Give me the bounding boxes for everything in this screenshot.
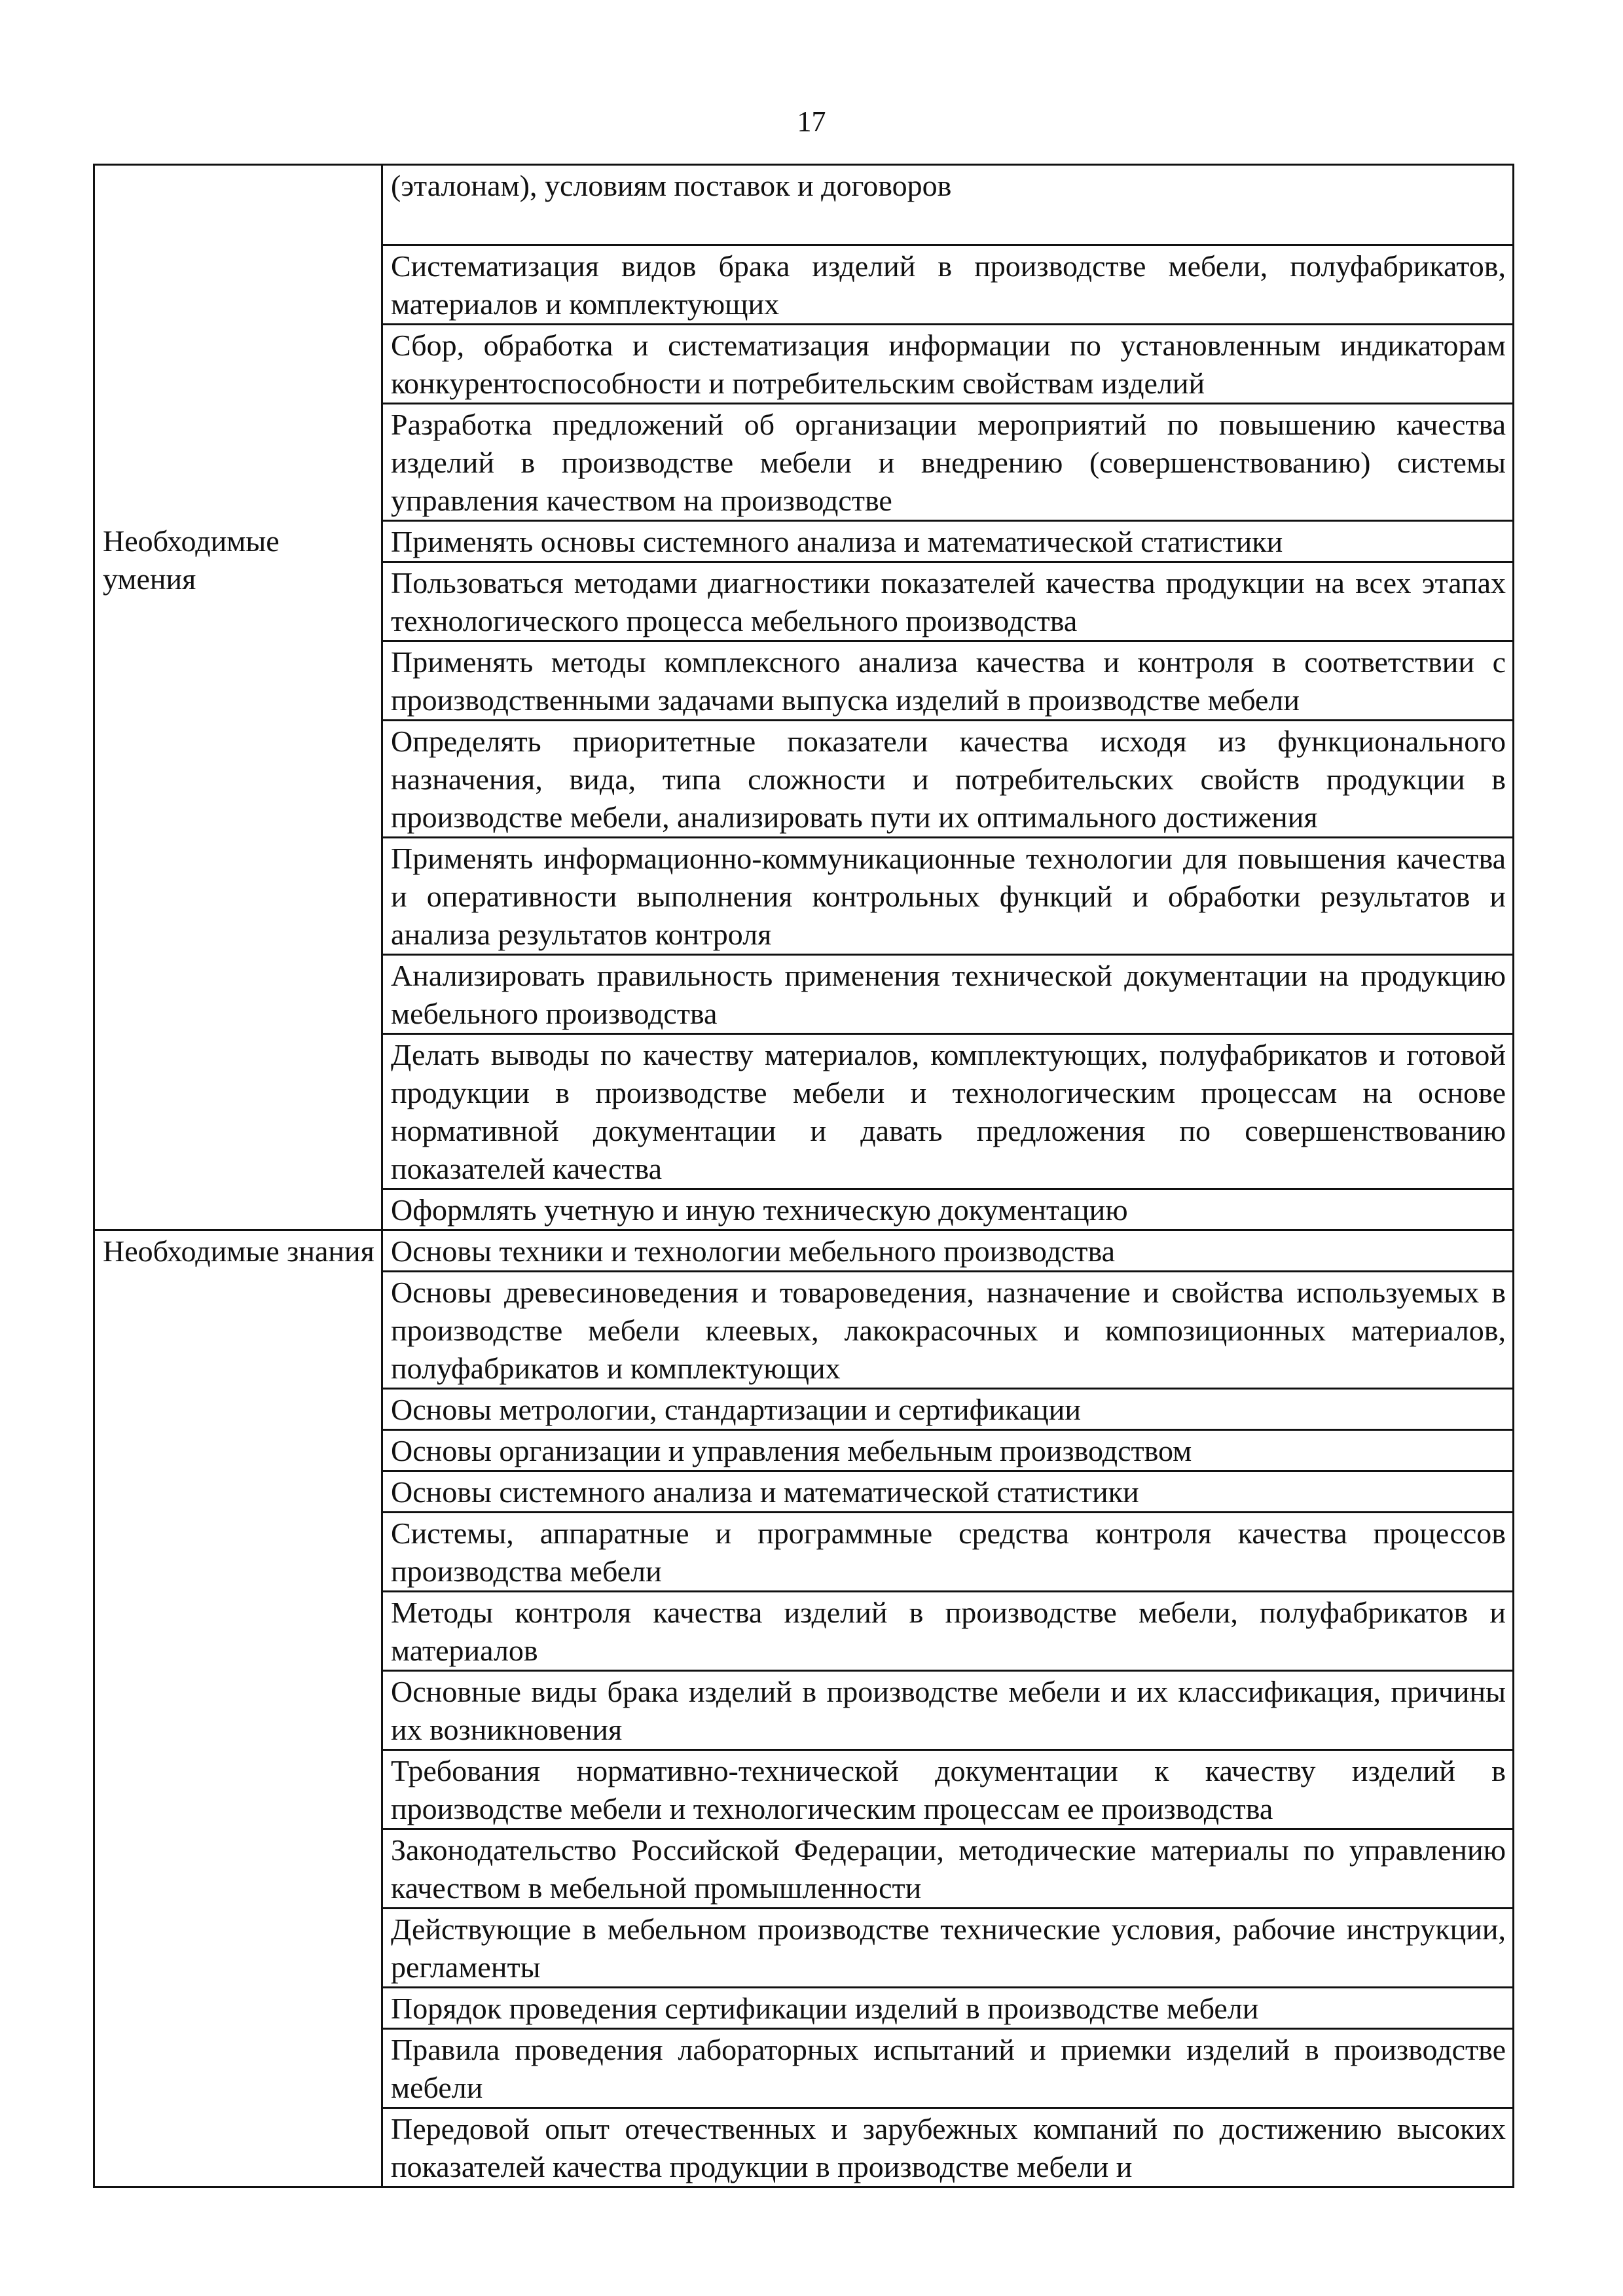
table-cell: Применять основы системного анализа и математической статистики <box>382 521 1514 562</box>
table-cell: Порядок проведения сертификации изделий в производстве мебели <box>382 1988 1514 2029</box>
competency-table <box>93 164 1514 2188</box>
table-cell: Передовой опыт отечественных и зарубежных компаний по достижению высоких показателей качества продукции в производстве мебели и <box>382 2108 1514 2187</box>
row-label-knowledge: Необходимые знания <box>94 1230 382 2187</box>
table-cell: Систематизация видов брака изделий в производстве мебели, полуфабрикатов, материалов и комплектующих <box>382 245 1514 325</box>
table-cell: Законодательство Российской Федерации, методические материалы по управлению качеством в мебельной промышленности <box>382 1829 1514 1909</box>
page-number: 17 <box>797 105 826 137</box>
table-cell: Оформлять учетную и иную техническую документацию <box>382 1189 1514 1230</box>
table-cell: Действующие в мебельном производстве технические условия, рабочие инструкции, регламенты <box>382 1909 1514 1988</box>
table-row <box>94 521 1514 562</box>
row-label-skills: Необходимые умения <box>94 521 382 1230</box>
row-label-continued <box>94 165 382 521</box>
competency-table-body <box>94 165 1514 2187</box>
table-row <box>94 165 1514 245</box>
table-cell: (эталонам), условиям поставок и договоров <box>382 165 1514 245</box>
table-cell: Системы, аппаратные и программные средства контроля качества процессов производства мебели <box>382 1513 1514 1592</box>
table-cell: Сбор, обработка и систематизация информации по установленным индикаторам конкурентоспособности и потребительским свойствам изделий <box>382 325 1514 404</box>
table-cell: Разработка предложений об организации мероприятий по повышению качества изделий в производстве мебели и внедрению (совершенствованию) системы управления качеством на производстве <box>382 404 1514 521</box>
table-cell: Основы метрологии, стандартизации и сертификации <box>382 1389 1514 1430</box>
table-cell: Делать выводы по качеству материалов, комплектующих, полуфабрикатов и готовой продукции в производстве мебели и технологическим процессам на основе нормативной документации и давать предложения по совершенствованию показателей качества <box>382 1034 1514 1189</box>
table-cell: Правила проведения лабораторных испытаний и приемки изделий в производстве мебели <box>382 2029 1514 2108</box>
table-cell: Методы контроля качества изделий в производстве мебели, полуфабрикатов и материалов <box>382 1592 1514 1671</box>
table-row <box>94 1230 1514 1272</box>
table-cell: Пользоваться методами диагностики показателей качества продукции на всех этапах технологического процесса мебельного производства <box>382 562 1514 641</box>
table-cell: Основы древесиноведения и товароведения, назначение и свойства используемых в производстве мебели клеевых, лакокрасочных и композиционных материалов, полуфабрикатов и комплектующих <box>382 1272 1514 1389</box>
table-cell: Основы системного анализа и математической статистики <box>382 1471 1514 1513</box>
table-cell: Анализировать правильность применения технической документации на продукцию мебельного производства <box>382 955 1514 1034</box>
table-cell: Основы техники и технологии мебельного производства <box>382 1230 1514 1272</box>
table-cell: Требования нормативно-технической документации к качеству изделий в производстве мебели и технологическим процессам ее производства <box>382 1750 1514 1829</box>
table-cell: Основные виды брака изделий в производстве мебели и их классификация, причины их возникновения <box>382 1671 1514 1750</box>
table-cell: Основы организации и управления мебельным производством <box>382 1430 1514 1471</box>
table-cell: Применять методы комплексного анализа качества и контроля в соответствии с производственными задачами выпуска изделий в производстве мебели <box>382 641 1514 721</box>
table-cell: Определять приоритетные показатели качества исходя из функционального назначения, вида, типа сложности и потребительских свойств продукции в производстве мебели, анализировать пути их оптимального достижения <box>382 721 1514 838</box>
table-cell: Применять информационно-коммуникационные технологии для повышения качества и оперативности выполнения контрольных функций и обработки результатов и анализа результатов контроля <box>382 838 1514 955</box>
